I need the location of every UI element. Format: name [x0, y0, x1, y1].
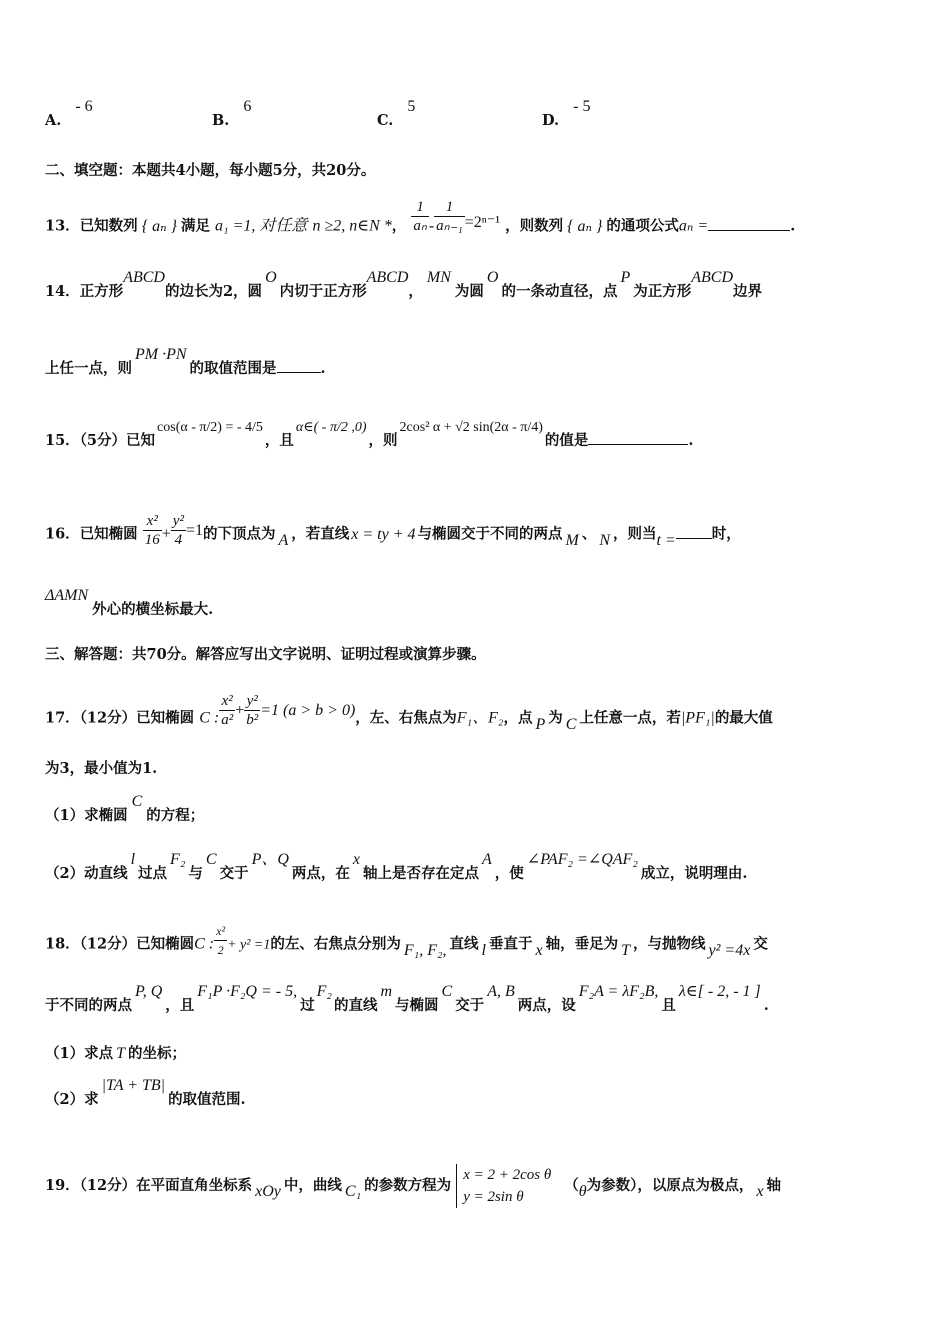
question-17-line-2: 为3，最小值为1. [45, 760, 158, 777]
question-16: 16．已知椭圆 $\frac{\text{x²}}{16}$ + $\frac{\text{y²}}{4}$ =1的下顶点为 A ，若直线 x = ty + 4 与椭圆交于不同的两点 M 、 N ，则当t = 时， [45, 513, 741, 549]
option-d[interactable]: D.- 5 [542, 98, 591, 129]
parametric-equations: x = 2 + 2cos θ y = 2sin θ [456, 1164, 551, 1208]
option-c[interactable]: C.5 [377, 98, 416, 129]
section-heading-solutions: 三、解答题：共70分。解答应写出文字说明、证明过程或演算步骤。 [45, 646, 486, 663]
question-18-part-1: （1）求点 T 的坐标； [45, 1045, 186, 1062]
question-18: 18．（12分）已知椭圆C : $\frac{\text{x²}}{2}$ + y² =1的左、右焦点分别为 F₁, F₂, 直线 l 垂直于 x 轴，垂足为 T ，与抛物线 y² =4x 交 [45, 924, 768, 959]
question-17-part-1: （1）求椭圆C的方程； [45, 793, 205, 824]
question-14-line-2: 上任一点，则PM ·PN的取值范围是 . [45, 346, 326, 377]
question-15: 15．（5分）已知cos(α - π/2) = - 4/5，且α∈( - π/2 ,0)，则2cos² α + √2 sin(2α - π/4)的值是 . [45, 420, 694, 449]
question-16-line-2: ΔAMN外心的横坐标最大. [45, 587, 214, 618]
option-b[interactable]: B.6 [212, 98, 252, 129]
question-19: 19．（12分）在平面直角坐标系 xOy 中，曲线 C₁ 的参数方程为 x = 2 + 2cos θ y = 2sin θ （θ为参数），以原点为极点， x 轴 [45, 1164, 907, 1208]
answer-blank-14[interactable] [277, 360, 321, 373]
section-heading-fill-in: 二、填空题：本题共4小题，每小题5分，共20分。 [45, 162, 376, 179]
question-18-line-2: 于不同的两点P, Q，且F₁P ·F₂Q = - 5,过F₂的直线m与椭圆C交于A, B两点，设F₂A = λF₂B,且λ∈[ - 2, - 1 ]. [45, 983, 769, 1014]
answer-blank-16[interactable] [676, 526, 712, 539]
question-17-part-2: （2）动直线l过点F₂与C交于P、Q两点，在x轴上是否存在定点A，使∠PAF₂ =∠QAF₂成立，说明理由. [45, 851, 748, 882]
question-18-part-2: （2）求|TA + TB|的取值范围. [45, 1077, 246, 1108]
question-14: 14．正方形ABCD的边长为2，圆O内切于正方形ABCD，MN为圆O的一条动直径，点P为正方形ABCD边界 [45, 269, 763, 300]
question-13: 13．已知数列 { aₙ } 满足 a₁ =1, 对任意 n ≥2, n∈N *， $\frac{1}{\text{aₙ}}$ - $\frac{1}{\text{aₙ₋₁}}$ =2ⁿ⁻¹ ，则数列 { aₙ } 的通项公式aₙ = . [45, 199, 796, 235]
question-17: 17．（12分）已知椭圆 C : $\frac{\text{x²}}{\text{a²}}$ + $\frac{\text{y²}}{\text{b²}}$ =1 (a > b > 0)，左、右焦点为F₁、F₂，点 P 为 C 上任意一点，若|PF₁|的最大值 [45, 693, 773, 733]
answer-blank-13[interactable] [708, 218, 790, 231]
option-a[interactable]: A.- 6 [45, 98, 93, 129]
answer-blank-15[interactable] [588, 432, 688, 445]
